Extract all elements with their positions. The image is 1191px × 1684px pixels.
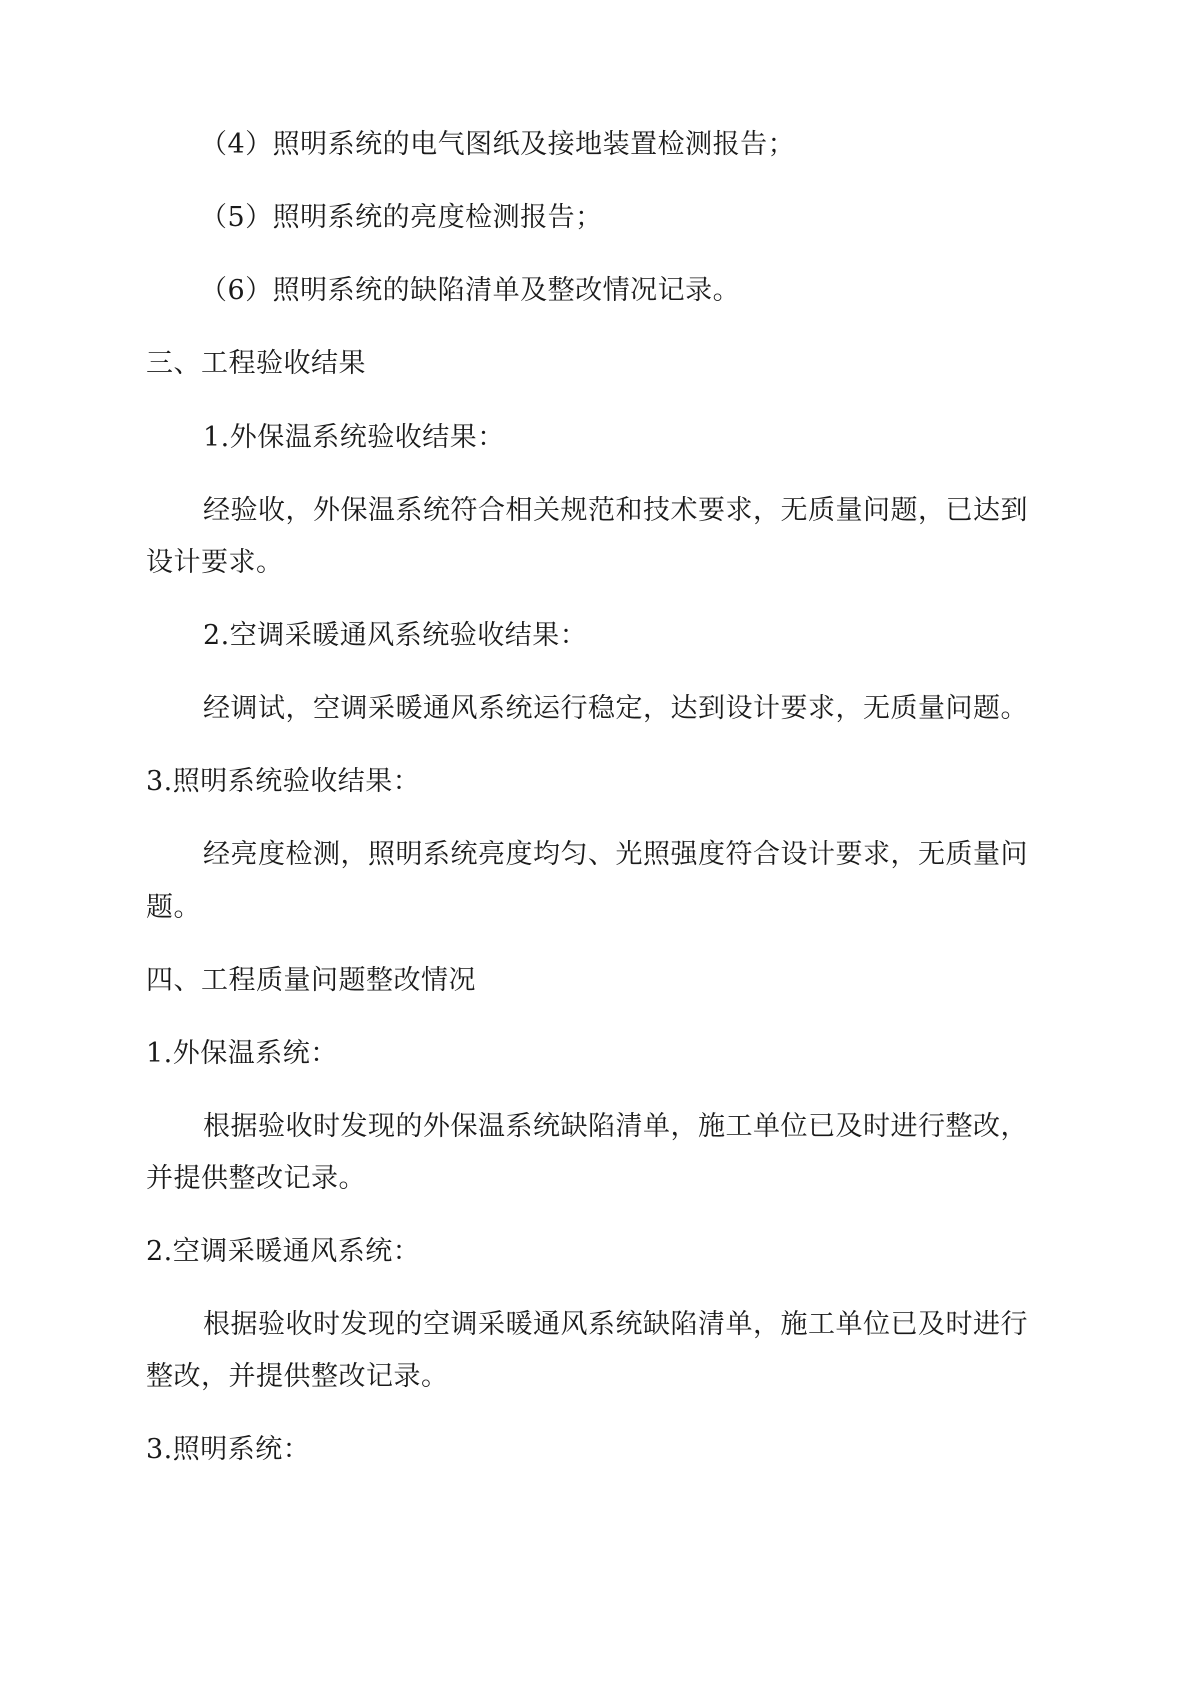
- paragraph-lighting-line-1: 经亮度检测，照明系统亮度均匀、光照强度符合设计要求，无质量问: [203, 839, 1028, 870]
- list-item-drawing-report: （4）照明系统的电气图纸及接地装置检测报告；: [200, 129, 796, 160]
- paragraph-hvac-rectification-line-1: 根据验收时发现的空调采暖通风系统缺陷清单，施工单位已及时进行: [203, 1309, 1028, 1340]
- paragraph-insulation-rectification-line-2: 并提供整改记录。: [146, 1163, 366, 1194]
- subheading-lighting-results: 3.照明系统验收结果：: [146, 766, 421, 797]
- section-heading-rectification: 四、工程质量问题整改情况: [146, 965, 476, 996]
- section-heading-acceptance-results: 三、工程验收结果: [146, 348, 366, 379]
- subheading-hvac-system: 2.空调采暖通风系统：: [146, 1236, 421, 1267]
- paragraph-insulation-rectification-line-1: 根据验收时发现的外保温系统缺陷清单，施工单位已及时进行整改，: [203, 1111, 1028, 1142]
- list-item-defect-record: （6）照明系统的缺陷清单及整改情况记录。: [200, 275, 741, 306]
- list-item-brightness-report: （5）照明系统的亮度检测报告；: [200, 202, 603, 233]
- subheading-hvac-results: 2.空调采暖通风系统验收结果：: [203, 620, 588, 651]
- subheading-lighting-system: 3.照明系统：: [146, 1434, 311, 1465]
- paragraph-hvac-rectification-line-2: 整改，并提供整改记录。: [146, 1361, 449, 1392]
- subheading-insulation-results: 1.外保温系统验收结果：: [203, 422, 505, 453]
- paragraph-hvac: 经调试，空调采暖通风系统运行稳定，达到设计要求，无质量问题。: [203, 693, 1028, 724]
- paragraph-lighting-line-2: 题。: [146, 892, 201, 923]
- subheading-insulation-system: 1.外保温系统：: [146, 1038, 338, 1069]
- paragraph-insulation-line-2: 设计要求。: [146, 547, 284, 578]
- paragraph-insulation-line-1: 经验收，外保温系统符合相关规范和技术要求，无质量问题，已达到: [203, 495, 1028, 526]
